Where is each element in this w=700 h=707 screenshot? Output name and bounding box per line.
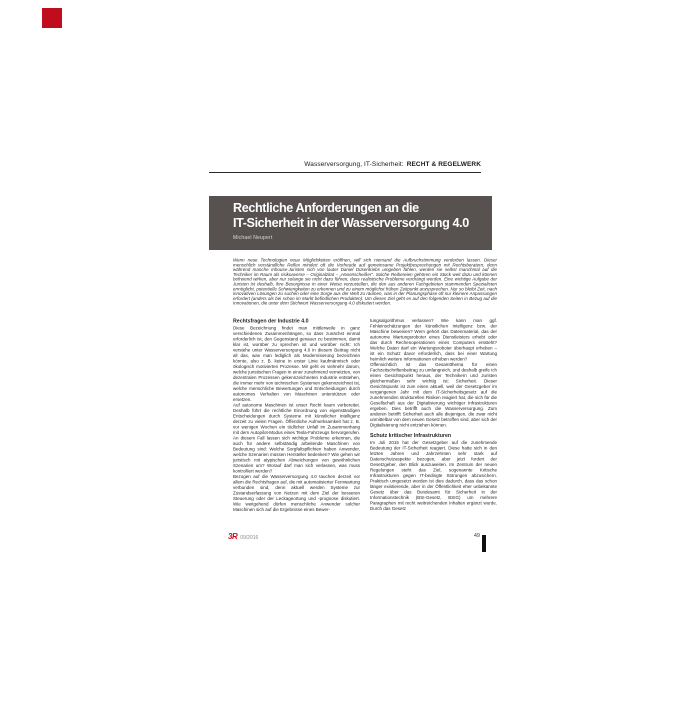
body-paragraph: Diese Bezeichnung findet man mittlerweile in ganz verschiedenen Zusammenhängen, so dass zunächst einmal erforderlich ist, den Gegenstand genauer zu bestimmen, damit klar ist, worüber zu sprechen ist und worüber nicht: Ich verstehe unter Wasserversorgung 4.0 in diesem Beitrag nicht all das, was man lediglich als Modernisierung bezeichnen könnte, also z. B. keine in erster Linie kaufmännisch oder ökologisch motivierten Prozesse. Mir geht es vielmehr darum, welche juristischen Fragen in einer zunehmend vernetzten, von dezentralen Prozessen gekennzeichneten Industrie entstehen, die immer mehr von technischen Systemen gekennzeichnet ist, welche menschliche Bewertungen und Entscheidungen durch autonomes Verhalten von Maschinen unterstützen oder ersetzen. <box>233 325 360 402</box>
body-paragraph: Offensichtlich ist das Gesamtthema für einen Fachzeitschriftenbeitrag zu umfangreich, und deshalb greife ich einen Gesichtspunkt heraus, der Technikern und Juristen gleichermaßen sehr wichtig ist: Sicherheit. Dieser Gesichtspunkt ist zum einen aktuell, weil der Gesetzgeber im vergangenen Jahr mit dem IT-Sicherheitsgesetz auf die zunehmenden strukturellen Risiken reagiert hat, die sich für die Gesellschaft aus der Digitalisierung wichtiger Infrastrukturen ergeben. Dies betrifft auch die Wasserversorgung. Zum anderen betrifft Sicherheit auch alle diejenigen, die zwar nicht unmittelbar von dem neuen Gesetz betroffen sind, aber sich der Digitalisierung nicht entziehen können. <box>370 362 497 428</box>
page-number: 49 <box>473 533 480 539</box>
footer-journal-info <box>228 532 258 541</box>
intro-abstract-text: Wenn neue Technologien neue Möglichkeiten eröffnen, will sich niemand die Aufbruchstimmung verderben lassen. Dieser menschlich verständliche Reflex mindert oft die Vorfreude auf gemeinsame Projektbesprechungen mit Rechtsberatern, denn während manche Inhouse-Juristen sich von lauter Daniel Düsentriebs umgeben fühlen, werden sie selbst manchmal auf die Techniker im Raum als risikoaverse – Originalzitat – „Hosenscheißer“. Solche Reibereien gehören ein Stück weit dazu und können befreiend wirken, aber nur solange sie nicht dazu führen, dass realistische Probleme verdrängt werden. Eine wichtige Aufgabe der Juristen ist deshalb, ihre Besorgnisse in einer Weise vorzustellen, die den aus anderen Fachgebieten stammenden Spezialisten ermöglicht, potentielle Schwierigkeiten zu erkennen und zu einem möglichst frühen Zeitpunkt anzusprechen. Nur so bleibt Zeit, nach innovativen Lösungen zu suchen oder eine Sorge aus der Welt zu räumen, was in der Planungsphase oft nur kleinere Anpassungen erfordert (anders als bei schon im Markt befindlichen Produkten). Um dieses Ziel geht es auf den folgenden Seiten in Bezug auf die Innovationen, die unter dem Stichwort Wasserversorgung 4.0 diskutiert werden. <box>233 257 497 306</box>
body-paragraph: Auf autonome Maschinen ist unser Recht kaum vorbereitet. Deshalb führt die rechtliche Einordnung von eigenständigen Entscheidungen durch Systeme mit künstlicher Intelligenz derzeit zu vielen Fragen. Öffentliche Aufmerksamkeit hat z. B. vor wenigen Wochen ein tödlicher Unfall im Zusammenhang mit dem Autopilot-Modus eines Tesla-Fahrzeugs hervorgerufen. An diesem Fall lassen sich wichtige Probleme erkennen, die auch für andere selbständig arbeitende Maschinen von Bedeutung sind: Welche Sorgfaltspflichten haben Anwender, welche Szenarien müssen Hersteller bedenken? Wie gehen wir juristisch mit atypischen Abweichungen von gewöhnlichen Szenarien um? Worauf darf man sich verlassen, was muss kontrolliert werden? <box>233 402 360 474</box>
header-divider-rule <box>209 172 481 173</box>
article-title-line-1: Rechtliche Anforderungen an die <box>233 200 419 215</box>
header-category: Wasserversorgung, IT-Sicherheit: <box>304 161 404 168</box>
section-heading-rechtsfragen: Rechtsfragen der Industrie 4.0 <box>233 318 309 324</box>
body-paragraph: tungsalgorithmus verlassen? Wie kann man ggf. Fehleinschätzungen der künstlichen Intelligenz bzw. der Maschine beweisen? Wem gehört das Datenmaterial, das der autonome Wartungsroboter eines Dienstleisters erhebt oder das durch Rechenoperationen eines Computers entsteht? Welche Daten darf ein Wartungsroboter überhaupt erheben – ist ein Schutz davor erforderlich, dass bei einer Wartung heimlich weitere Informationen erhoben werden? <box>370 318 497 362</box>
footer-page-bar <box>482 535 486 552</box>
section-heading-schutz: Schutz kritischer Infrastrukturen <box>370 432 452 439</box>
body-paragraph: Bezogen auf die Wasserversorgung 4.0 tauchen derzeit vor allem die Rechtsfragen auf, die mit automatisierter Fernwartung verbunden sind, denn aktuell werden Systeme zur Zustandserfassung von Netzen mit dem Ziel der besseren Steuerung oder der Leckageortung und -prognose diskutiert. Wie weitgehend dürfen menschliche Anwender solcher Maschinen sich auf die Ergebnisse eines Bewer- <box>233 474 360 512</box>
red-corner-mark <box>42 8 62 28</box>
journal-logo-3r: 3R <box>228 532 238 541</box>
body-column-right <box>370 318 497 705</box>
body-column-left <box>233 318 360 707</box>
header-section-label: RECHT & REGELWERK <box>406 161 481 168</box>
page-header <box>209 161 481 168</box>
body-paragraph: Im Juli 2015 hat der Gesetzgeber auf die zunehmende Bedeutung der IT-Sicherheit reagiert. Diese hatte sich in den letzten Jahren und Jahrzehnten sehr stark auf Datenschutzaspekte bezogen, aber jetzt fordert der Gesetzgeber, den Blick auszuweiten. Im Zentrum der neuen Regelungen steht das Ziel, sogenannte Kritische Infrastrukturen gegen IT-bedingte Störungen abzusichern. Praktisch umgesetzt worden ist dies dadurch, dass das schon länger existierende, aber in der Öffentlichkeit eher unbekannte Gesetz über das Bundesamt für Sicherheit in der Informationstechnik (BSI-Gesetz, BSIG) um mehrere Paragraphen mit recht weitreichenden Inhalten ergänzt wurde. Durch das Gesetz <box>370 440 497 511</box>
article-author: Michael Neupert <box>233 235 273 241</box>
intro-abstract-wrap <box>233 258 497 310</box>
journal-issue: 09/2016 <box>240 535 259 541</box>
article-title-line-2: IT-Sicherheit in der Wasserversorgung 4.0 <box>233 214 469 230</box>
article-title-block <box>209 196 492 250</box>
